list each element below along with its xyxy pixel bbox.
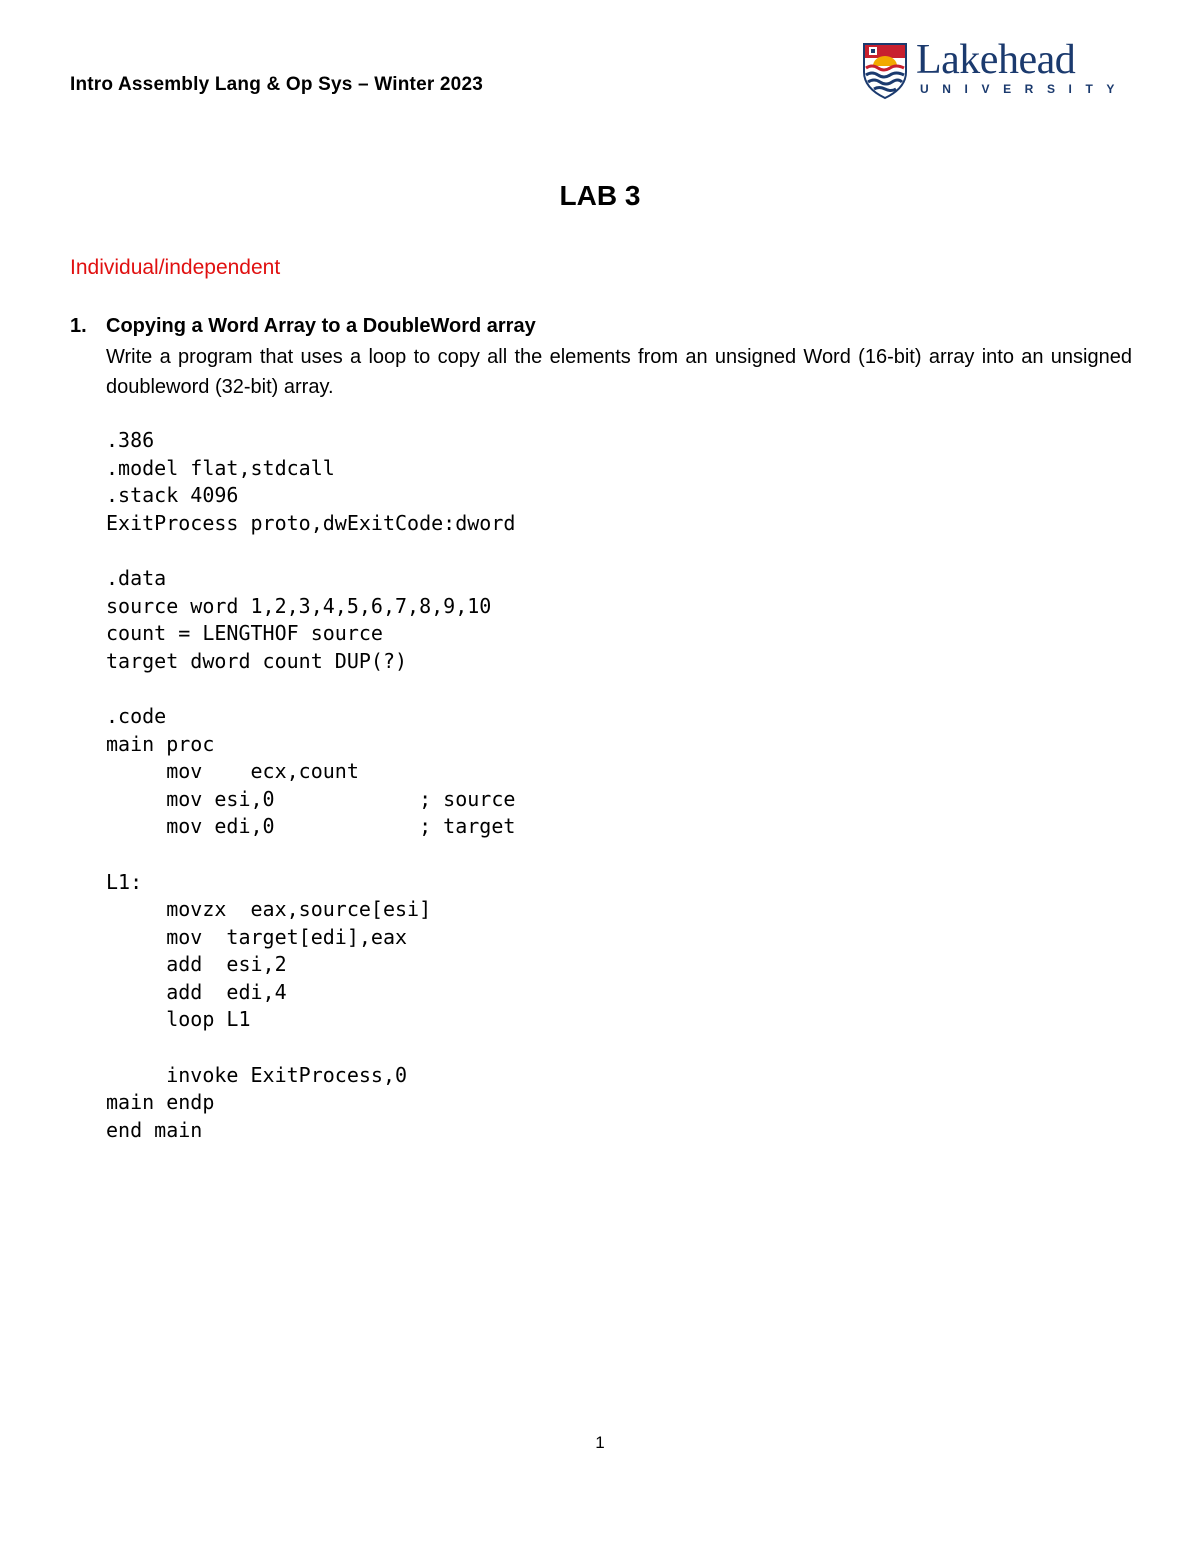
logo-wordmark: Lakehead	[916, 37, 1076, 83]
course-title: Intro Assembly Lang & Op Sys – Winter 2023	[70, 74, 483, 95]
university-logo	[860, 37, 1129, 100]
lab-title: LAB 3	[559, 180, 641, 211]
lakehead-crest-icon	[860, 42, 910, 100]
question-title: Copying a Word Array to a DoubleWord array	[106, 315, 536, 337]
section-label: Individual/independent	[70, 256, 281, 279]
logo-subtitle: UNIVERSITY	[920, 82, 1129, 96]
code-listing: .386 .model flat,stdcall .stack 4096 ExitProcess proto,dwExitCode:dword .data source word 1,2,3,4,5,6,7,8,9,10 count = LENGTHOF source target dword count DUP(?) .code main proc mov ecx,count mov esi,0 ; source mov edi,0 ; target L1: movzx eax,source[esi] mov target[edi],eax add esi,2 add edi,4 loop L1 invoke ExitProcess,0 main endp end main	[106, 428, 516, 1142]
question-number: 1.	[70, 315, 87, 337]
page-number: 1	[595, 1433, 605, 1452]
question-body: Write a program that uses a loop to copy all the elements from an unsigned Word (16-bit) array into an unsigned doubleword (32-bit) array.	[106, 346, 1132, 398]
